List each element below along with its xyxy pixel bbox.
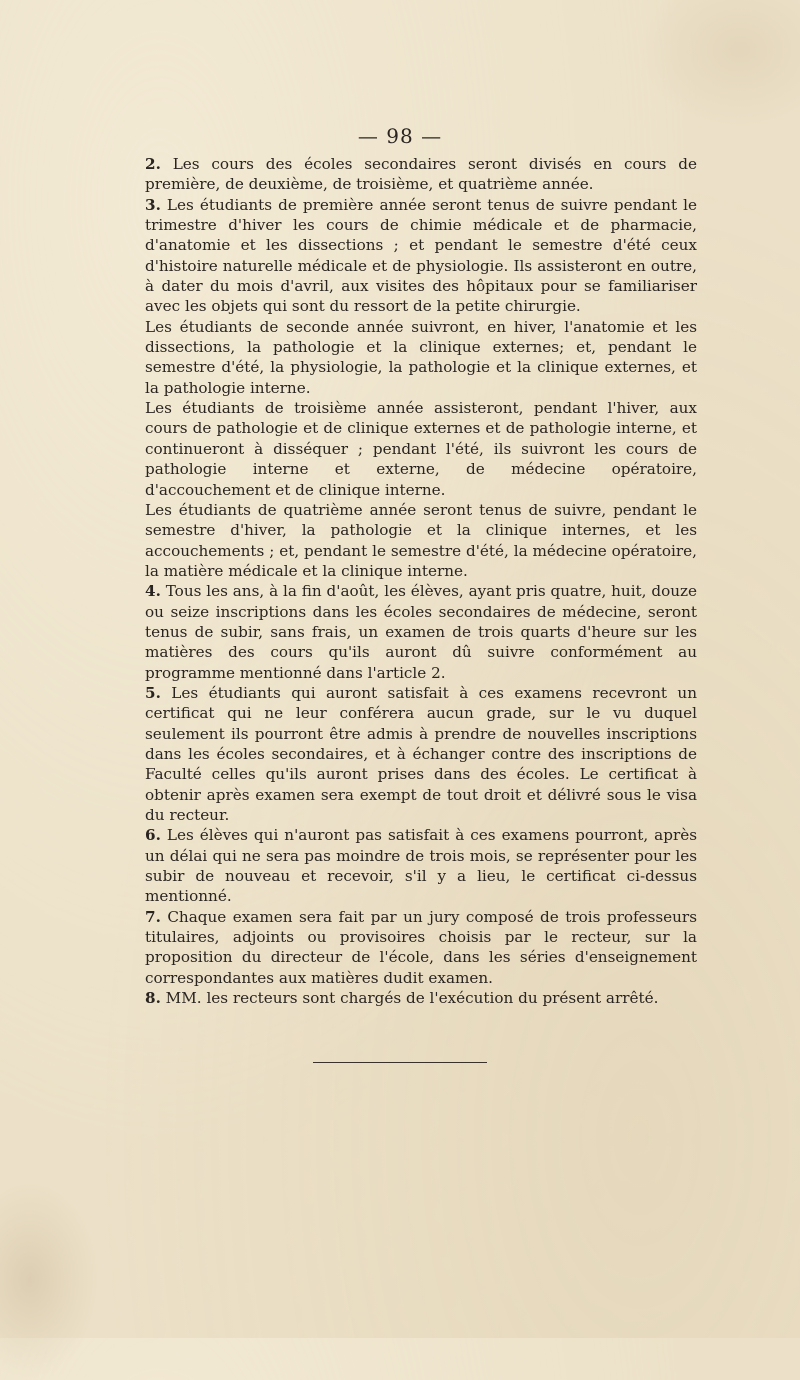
paper-stain <box>640 0 800 130</box>
article-number: 2. <box>145 155 161 173</box>
paragraph-article-7 <box>145 907 697 988</box>
paragraph-article-3 <box>145 195 697 317</box>
paragraph-article-8 <box>145 988 697 1008</box>
article-text <box>145 154 697 1008</box>
article-number: 5. <box>145 683 161 702</box>
paragraph-text: Les étudiants de première année seront tenus de suivre pendant le trimestre d'hiver les cours de chimie médicale et de pharmacie, d'anatomie et les dissections ; et pendant le semestre d'été ceux d'histoire naturelle médicale et de physiologie. Ils assisteront en outre, à dater du mois d'avril, aux visites des hôpitaux pour se familiariser avec les objets qui sont du ressort de la petite chirurgie. <box>145 195 697 316</box>
paragraph-text: Chaque examen sera fait par un jury composé de trois professeurs titulaires, adjoints ou provisoires choisis par le recteur, sur la proposition du directeur de l'école, dans les séries d'enseignement correspondantes aux matières dudit examen. <box>145 907 697 987</box>
page-number: — 98 — <box>357 124 443 148</box>
paper-stain <box>0 1180 100 1380</box>
paragraph-article-5 <box>145 683 697 825</box>
paragraph-text: Les cours des écoles secondaires seront divisés en cours de première, de deuxième, de troisième, et quatrième année. <box>145 155 697 194</box>
paragraph-fourth-year <box>145 500 697 581</box>
paragraph-text: Les étudiants qui auront satisfait à ces examens recevront un certificat qui ne leur conférera aucun grade, sur le vu duquel seulement ils pourront être admis à prendre de nouvelles inscriptions dans les écoles secondaires, et à échanger contre des inscriptions de Faculté celles qu'ils auront prises dans des écoles. Le certificat à obtenir après examen sera exempt de tout droit et délivré sous le visa du recteur. <box>145 683 697 824</box>
paragraph-text: MM. les recteurs sont chargés de l'exécution du présent arrêté. <box>160 989 659 1008</box>
paragraph-text: Tous les ans, à la fin d'août, les élèves, ayant pris quatre, huit, douze ou seize inscriptions dans les écoles secondaires de médecine, seront tenus de subir, sans frais, un examen de trois quarts d'heure sur les matières des cours qu'ils auront dû suivre conformément au programme mentionné dans l'article 2. <box>145 582 697 682</box>
paragraph-text: Les étudiants de quatrième année seront tenus de suivre, pendant le semestre d'hiver, la pathologie et la clinique internes, et les accouchements ; et, pendant le semestre d'été, la médecine opératoire, la matière médicale et la clinique interne. <box>145 500 697 580</box>
article-number: 3. <box>145 195 161 214</box>
paragraph-text: Les élèves qui n'auront pas satisfait à ces examens pourront, après un délai qui ne sera pas moindre de trois mois, se représenter pour les subir de nouveau et recevoir, s'il y a lieu, le certificat ci-dessus mentionné. <box>145 826 697 906</box>
article-number: 8. <box>145 989 161 1008</box>
paragraph-article-2 <box>145 154 697 195</box>
article-number: 6. <box>145 826 161 845</box>
closing-rule <box>313 1062 487 1063</box>
article-number: 7. <box>145 907 161 926</box>
paragraph-second-year <box>145 317 697 398</box>
paragraph-text: Les étudiants de seconde année suivront, en hiver, l'anatomie et les dissections, la pathologie et la clinique externes; et, pendant le semestre d'été, la physiologie, la pathologie et la clinique externes, et la pathologie interne. <box>145 317 697 397</box>
paragraph-article-6 <box>145 825 697 906</box>
paragraph-article-4 <box>145 581 697 683</box>
article-number: 4. <box>145 582 161 601</box>
paragraph-text: Les étudiants de troisième année assisteront, pendant l'hiver, aux cours de pathologie et de clinique externes et de pathologie interne, et continueront à disséquer ; pendant l'été, ils suivront les cours de pathologie interne et externe, de médecine opératoire, d'accouchement et de clinique interne. <box>145 399 697 499</box>
paragraph-third-year <box>145 398 697 500</box>
